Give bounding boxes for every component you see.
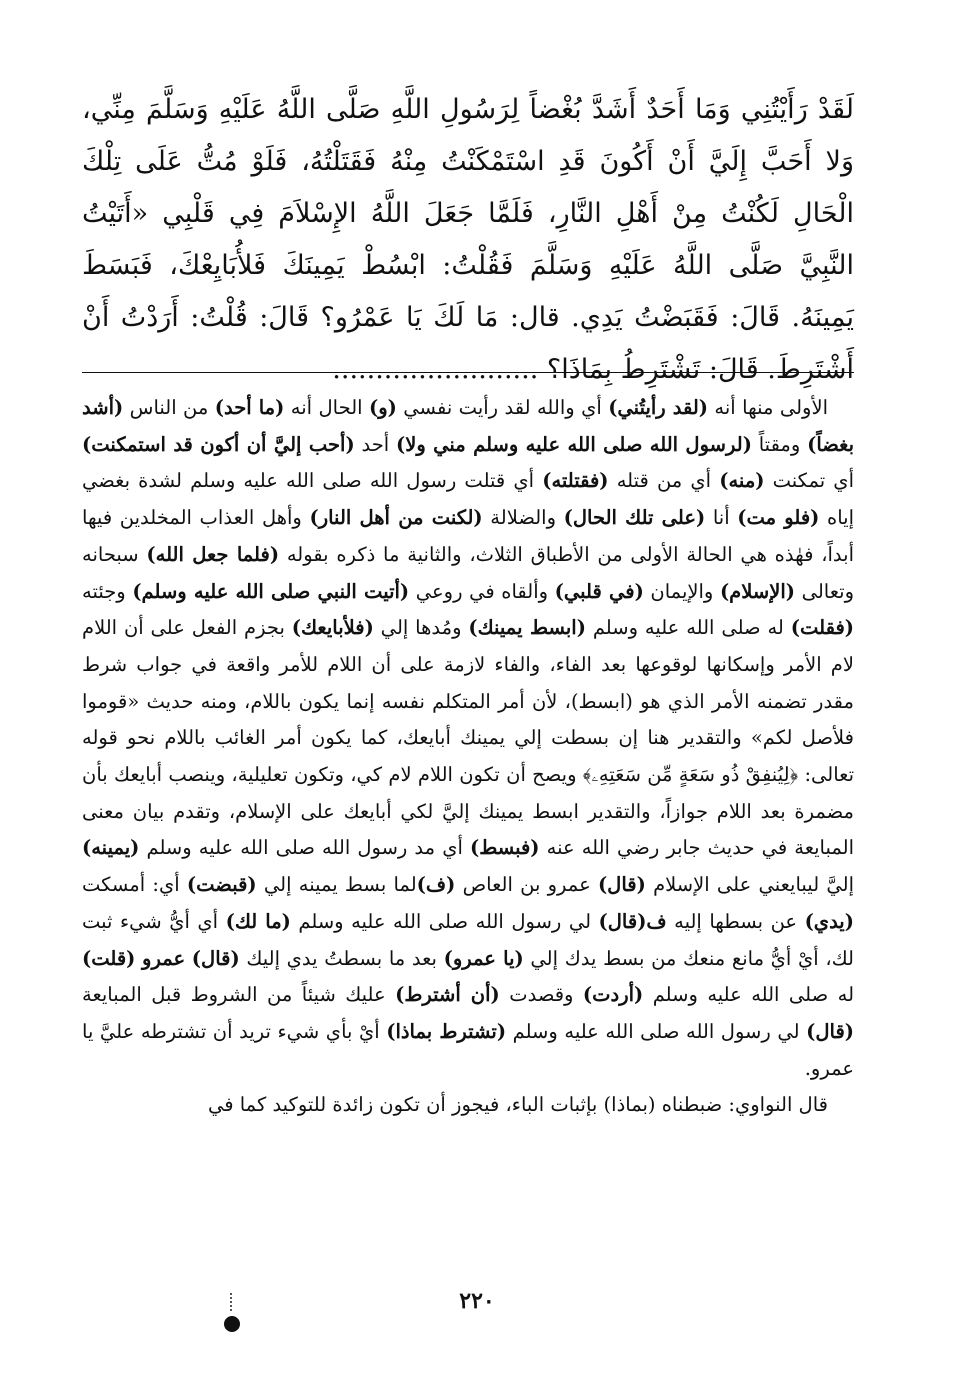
commentary-quoted-term: (يا عمرو)	[443, 946, 524, 970]
commentary-quoted-term: (ف)	[416, 873, 456, 897]
commentary-text: ومقتاً	[751, 432, 808, 456]
commentary-quoted-term: (فلأبايعك)	[291, 616, 374, 640]
commentary-text: أي أيُّ شيء ثبت لك، أيْ أيُّ مانع منعك من بسط يدك إلي	[82, 909, 855, 970]
commentary-text: أنا	[705, 506, 738, 530]
commentary-quoted-term: (أن أشترط)	[395, 983, 500, 1007]
footnote-divider	[82, 372, 854, 373]
commentary-text: أي تمكنت	[764, 469, 854, 493]
commentary-quoted-term: (فلو مت)	[737, 506, 820, 530]
commentary-quoted-term: (فقتلته)	[542, 469, 609, 493]
commentary-text: أحد	[354, 432, 396, 456]
commentary-quoted-term: (على تلك الحال)	[563, 506, 706, 530]
commentary-quoted-term: (لرسول الله صلى الله عليه وسلم مني ولا)	[396, 432, 752, 456]
commentary-quoted-term: ف(قال)	[598, 909, 667, 933]
commentary-text: له صلى الله عليه وسلم	[643, 983, 855, 1007]
commentary-text: والإيمان	[643, 579, 720, 603]
commentary-text: له صلى الله عليه وسلم	[585, 616, 791, 640]
commentary-text: من الناس	[123, 396, 215, 419]
commentary-quoted-term: (لكنت من أهل النار)	[309, 506, 483, 530]
commentary-quoted-term: (لقد رأيتُني)	[608, 396, 708, 419]
commentary-text: أي قتلت رسول الله صلى الله عليه وسلم لشدة بغضي إياه	[82, 469, 854, 530]
commentary-quoted-term: (يمينه)	[82, 836, 140, 860]
page-number: ٢٢٠	[459, 1288, 495, 1314]
commentary-quoted-term: (قبضت)	[186, 873, 257, 897]
commentary-text: وألقاه في روعي	[409, 579, 555, 603]
commentary-paragraph	[82, 390, 854, 1087]
commentary-quoted-term: (أتيت النبي صلى الله عليه وسلم)	[132, 579, 410, 603]
commentary-quoted-term: (فبسط)	[469, 836, 540, 860]
hadith-text	[82, 84, 854, 396]
commentary-quoted-term: (فقلت)	[790, 616, 854, 640]
commentary-text: لي رسول الله صلى الله عليه وسلم	[506, 1019, 807, 1043]
commentary-quoted-term: عمرو	[142, 946, 186, 970]
commentary-quoted-term: (الإسلام)	[719, 579, 795, 603]
commentary-text: عليك شيئاً من الشروط قبل المبايعة	[82, 983, 396, 1007]
commentary-paragraph-continued: قال النواوي: ضبطناه (بماذا) بإثبات الباء، فيجوز أن تكون زائدة للتوكيد كما في	[207, 1093, 828, 1117]
commentary-quoted-term: (قال)	[597, 873, 646, 897]
commentary-text: عمرو بن العاص	[455, 873, 598, 897]
commentary-quoted-term: (قلت)	[82, 946, 136, 970]
commentary-quoted-term: (تشترط بماذا)	[386, 1019, 507, 1043]
commentary-quoted-term: (ابسط يمينك)	[468, 616, 586, 640]
commentary-text: أي مد رسول الله صلى الله عليه وسلم	[139, 836, 470, 860]
commentary-text: بعد ما بسطتُ يدي إليك	[239, 946, 444, 970]
commentary-quoted-term: (ما لك)	[225, 909, 291, 933]
commentary-text: والضلالة	[482, 506, 564, 530]
commentary-quoted-term: (أحب إليَّ أن أكون قد استمكنت)	[82, 432, 355, 456]
commentary-text: إليَّ ليبايعني على الإسلام	[645, 873, 854, 897]
commentary-quoted-term: (قال)	[806, 1019, 854, 1043]
hadith-paragraph: لَقَدْ رَأَيْتُنِي وَمَا أَحَدٌ أَشَدَّ بُغْضاً لِرَسُولِ اللَّهِ صَلَّى اللَّهُ عَلَيْهِ وَسَلَّمَ مِنِّي، وَلا أَحَبَّ إِلَيَّ أَنْ أَكُونَ قَدِ اسْتَمْكَنْتُ مِنْهُ فَقَتَلْتُهُ، فَلَوْ مُتُّ عَلَى تِلْكَ الْحَالِ لَكُنْتُ مِنْ أَهْلِ النَّارِ، فَلَمَّا جَعَلَ اللَّهُ الإِسْلاَمَ فِي قَلْبِي «أَتَيْتُ النَّبِيَّ صَلَّى اللَّهُ عَلَيْهِ وَسَلَّمَ فَقُلْتُ: ابْسُطْ يَمِينَكَ فَلأُبَايِعْكَ، فَبَسَطَ يَمِينَهُ. قَالَ: فَقَبَضْتُ يَدِي. قال: مَا لَكَ يَا عَمْرُو؟ قَالَ: قُلْتُ: أَرَدْتُ أَنْ أَشْتَرِطَ. قَالَ: تَشْتَرِطُ بِمَاذَا؟ ........................	[82, 94, 854, 385]
commentary-text: أي والله لقد رأيت نفسي	[396, 396, 609, 419]
commentary-quoted-term: (في قلبي)	[554, 579, 644, 603]
commentary-quoted-term: (أردت)	[582, 983, 644, 1007]
commentary-text: وقصدت	[499, 983, 583, 1007]
commentary-quoted-term: (يدي)	[804, 909, 854, 933]
commentary-quoted-term: (أشد بغضاً)	[82, 396, 855, 456]
commentary	[82, 390, 854, 1124]
commentary-text: سبحانه وتعالى	[82, 542, 854, 603]
commentary-quoted-term: (فلما جعل الله)	[146, 542, 280, 566]
commentary-text: الأولى منها أنه	[708, 396, 828, 419]
commentary-text: بجزم الفعل على أن اللام لام الأمر وإسكانها لوقوعها بعد الفاء، والفاء لازمة على أن اللام للأمر واقعة في جواب شرط مقدر تضمنه الأمر الذي هو (ابسط)، لأن أمر المتكلم نفسه إنما يكون باللام، ومنه حديث «قوموا فلأصل لكم» والتقدير هنا إن بسطت إلي يمينك أبايعك، كما يكون أمر الغائب باللام نحو قوله تعالى: ﴿لِيُنفِقْ ذُو سَعَةٍ مِّن سَعَتِهِۦ﴾ ويصح أن تكون اللام لام كي، وتكون تعليلية، وينصب أبايعك بأن مضمرة بعد اللام جوازاً، والتقدير ابسط يمينك إليَّ لكي أبايعك على الإسلام، وتقدم بيان معنى المبايعة في حديث جابر رضي الله عنه	[82, 616, 854, 860]
commentary-text: عن بسطها إليه	[666, 909, 805, 933]
commentary-quoted-term: (و)	[369, 396, 397, 419]
commentary-quoted-term: (قال)	[191, 946, 240, 970]
commentary-text: لما بسط يمينه إلي	[256, 873, 417, 897]
commentary-text: ومُدها إلي	[373, 616, 469, 640]
commentary-text: أيْ بأي شيء تريد أن تشترطه عليَّ يا عمرو.	[82, 1019, 854, 1080]
commentary-quoted-term: (منه)	[719, 469, 765, 493]
commentary-text: أي من قتله	[608, 469, 720, 493]
commentary-text	[185, 947, 192, 970]
commentary-text: وأهل العذاب المخلدين فيها أبداً، فهٰذه هي الحالة الأولى من الأطباق الثلاث، والثانية ما ذكره بقوله	[82, 506, 854, 566]
commentary-quoted-term: (ما أحد)	[214, 396, 285, 419]
ink-blot	[224, 1316, 240, 1332]
ink-dots	[230, 1293, 235, 1311]
commentary-text: وجئته	[82, 579, 133, 603]
commentary-text: أي: أمسكت	[82, 873, 187, 897]
commentary-text: الحال أنه	[284, 396, 369, 419]
commentary-text: لي رسول الله صلى الله عليه وسلم	[290, 909, 599, 933]
